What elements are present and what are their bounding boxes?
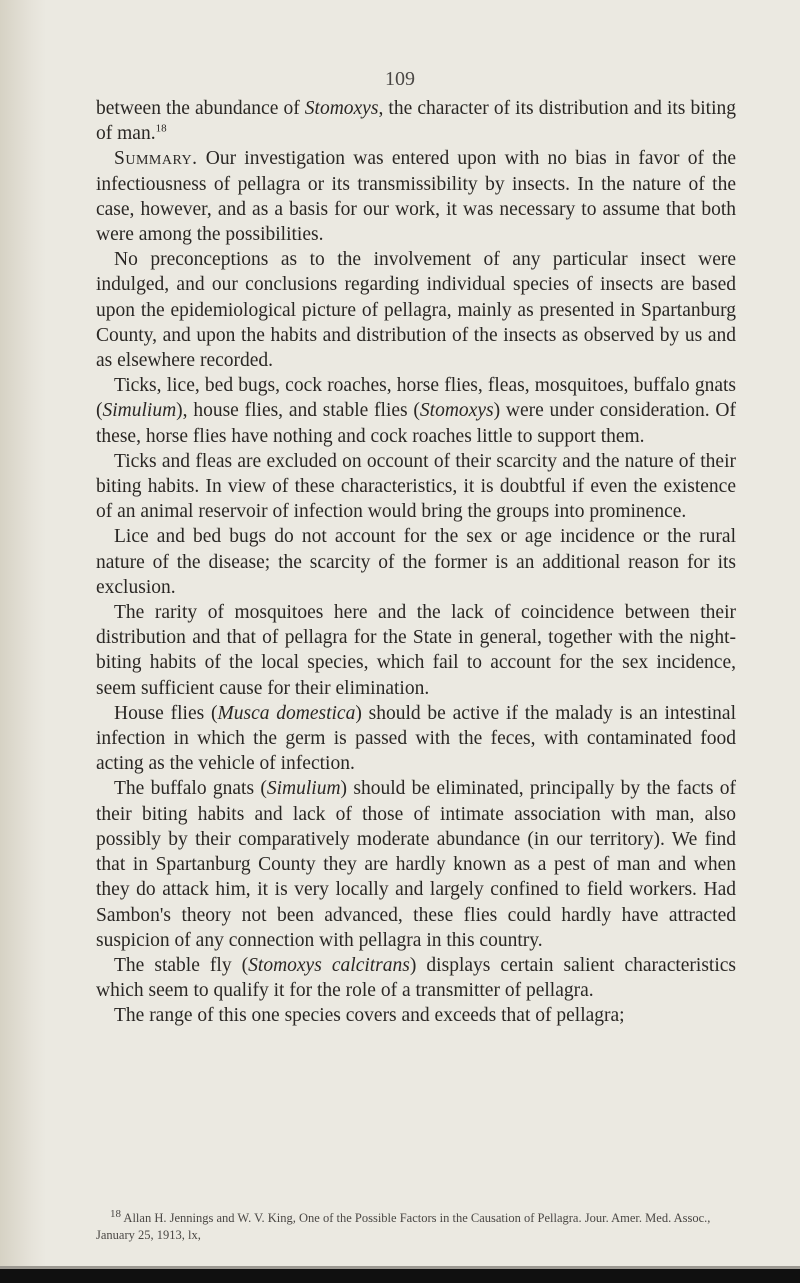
section-heading: Summary.	[114, 148, 198, 170]
text-run: The stable fly (	[114, 954, 249, 976]
species-name: Simulium	[102, 400, 177, 422]
body-text	[96, 96, 736, 1029]
text-run: ) were under consideration. Of these, horse flies have nothing and cock roaches little to support them.	[96, 400, 737, 447]
species-name: Stomoxys calcitrans	[248, 954, 410, 976]
text-run: House flies (	[114, 702, 218, 724]
paragraph: The range of this one species covers and exceeds that of pellagra;	[114, 1005, 625, 1027]
paragraph	[96, 373, 736, 449]
paragraph-summary	[96, 146, 736, 247]
text-run: ) should be active if the malady is an intestinal infection in which the germ is passed with the feces, with contaminated food acting as the vehicle of infection.	[96, 702, 736, 775]
species-name: Simulium	[266, 778, 341, 800]
text-run: Allan H. Jennings and W. V. King, One of the Possible Factors in the Causation of Pellagra. Jour. Amer. Med. Assoc., January 25, 1913, lx,	[96, 1211, 711, 1242]
footnote-marker: 18	[110, 1207, 121, 1220]
text-run: ), house flies, and stable flies (	[176, 400, 420, 422]
paragraph	[96, 776, 736, 952]
text-run: The buffalo gnats (	[114, 778, 267, 800]
text-run: between the abundance of	[96, 98, 305, 119]
footnote-text	[96, 1207, 736, 1244]
paragraph-continuation	[96, 96, 736, 146]
footnote-ref: 18	[155, 122, 167, 135]
page-gutter-shadow	[0, 0, 46, 1283]
page-number: 109	[385, 68, 415, 90]
footnote	[96, 1207, 736, 1244]
species-name: Musca domestica	[217, 702, 356, 724]
paragraph: Ticks and fleas are excluded on occount of their scarcity and the nature of their biting habits. In view of these characteristics, it is doubtful if even the existence of an animal reservoir of infection would bring the groups into prominence.	[96, 450, 736, 523]
text-run: , the character of its distribution and its biting of man.	[96, 98, 736, 145]
paragraph: No preconceptions as to the involvement of any particular insect were indulged, and our conclusions regarding individual species of insects are based upon the epidemiological picture of pellagra, mainly as presented in Spartanburg County, and upon the habits and distribution of the insects as observed by us and as elsewhere recorded.	[96, 249, 736, 372]
text-run: ) should be eliminated, principally by the facts of their biting habits and lack of those of intimate association with man, also possibly by their comparatively moderate abundance (in our territory). We find that in Spartanburg County they are hardly known as a pest of man and when they do attack him, it is very locally and largely confined to field workers. Had Sambon's theory not been advanced, these flies could hardly have attracted suspicion of any connection with pellagra in this country.	[96, 778, 736, 951]
species-name: Stomoxys	[419, 400, 494, 422]
text-run: ) displays certain salient characteristics which seem to qualify it for the role of a transmitter of pellagra.	[96, 954, 737, 1002]
text-run: Our investigation was entered upon with no bias in favor of the infectiousness of pellagra or its transmissibility by insects. In the nature of the case, however, and as a basis for our work, it was necessary to assume that both were among the possibilities.	[96, 148, 736, 246]
paragraph	[96, 953, 736, 1003]
paragraph	[96, 701, 736, 777]
paragraph: The rarity of mosquitoes here and the lack of coincidence between their distribution and that of pellagra for the State in general, together with the night-biting habits of the local species, which fail to account for the sex incidence, seem sufficient cause for their elimination.	[96, 602, 736, 699]
text-run: Ticks, lice, bed bugs, cock roaches, horse flies, fleas, mosquitoes, buffalo gnats (	[96, 375, 736, 422]
scan-bottom-border	[0, 1269, 800, 1283]
paragraph: Lice and bed bugs do not account for the sex or age incidence or the rural nature of the disease; the scarcity of the former is an additional reason for its exclusion.	[96, 526, 736, 598]
species-name: Stomoxys	[304, 98, 379, 119]
